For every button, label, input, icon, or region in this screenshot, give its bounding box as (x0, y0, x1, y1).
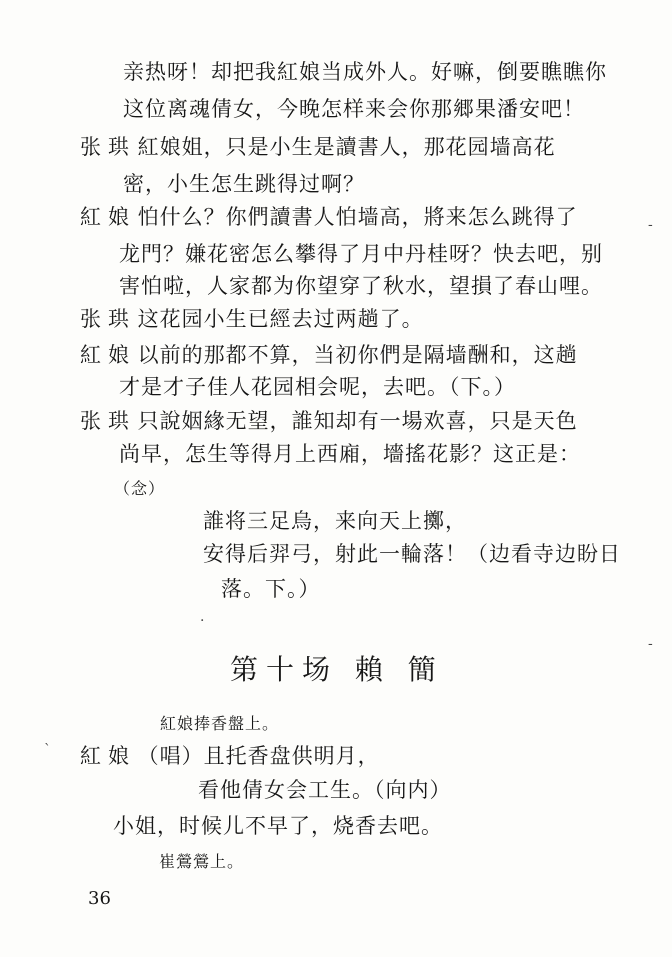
speaker-name: 张 (80, 135, 117, 159)
speaker-name: 张 (80, 409, 117, 433)
text-line: 亲热呀！却把我紅娘当成外人。好嘛，倒要瞧瞧你 (123, 60, 607, 84)
dialogue-line: 娘 怕什么？你們讀書人怕墙高，將来怎么跳得了 (108, 205, 578, 229)
verse-line: 看他倩女会工生。（向内） (198, 778, 452, 802)
speaker-name: 紅 (80, 343, 117, 367)
dialogue-line: 珙 紅娘姐，只是小生是讀書人，那花园墙高花 (108, 135, 556, 159)
dialogue-line: 珙 只說姻緣无望，誰知却有一場欢喜，只是天色 (108, 409, 578, 433)
speaker-name: 张 (80, 307, 117, 331)
scan-speck: - (648, 217, 653, 233)
scene-title: 第十场 賴 簡 (230, 653, 444, 686)
scan-speck: · (200, 613, 205, 629)
text-line: 这位离魂倩女，今晚怎样来会你那郷果潘安吧！ (123, 97, 585, 121)
speaker-name: 紅 (80, 205, 117, 229)
verse-line: 誰将三足烏，来向天上擲， (203, 509, 467, 533)
stage-direction: 崔鶯鶯上。 (159, 852, 245, 871)
stage-direction: （念） (114, 479, 166, 498)
scan-speck: - (648, 636, 653, 652)
text-line: 龙門？嫌花密怎么攀得了月中丹桂呀？快去吧，别 (119, 242, 603, 266)
text-line: 才是才子佳人花园相会呢，去吧。（下。） (119, 375, 516, 399)
text-line: 尚早，怎生等得月上西廂，墻搖花影？这正是： (119, 442, 581, 466)
text-line: 害怕啦，人家都为你望穿了秋水，望損了春山哩。 (119, 274, 603, 298)
text-line: 小姐，时候儿不早了，烧香去吧。 (113, 814, 443, 838)
dialogue-line: 娘 以前的那都不算，当初你們是隔墙酬和，这趟 (108, 343, 578, 367)
scan-speck: ` (44, 742, 51, 758)
stage-direction: 紅娘捧香盤上。 (160, 714, 280, 733)
dialogue-line: 娘 （唱）且托香盘供明月， (108, 744, 380, 768)
verse-line: 安得后羿弓，射此一輪落！（边看寺边盼日 (203, 542, 621, 566)
speaker-name: 紅 (80, 744, 117, 768)
page-number: 36 (88, 888, 111, 909)
dialogue-line: 珙 这花园小生已經去过两趟了。 (108, 307, 424, 331)
text-line: 密，小生怎生跳得过啊？ (123, 172, 365, 196)
text-line: 落。下。） (221, 577, 321, 601)
